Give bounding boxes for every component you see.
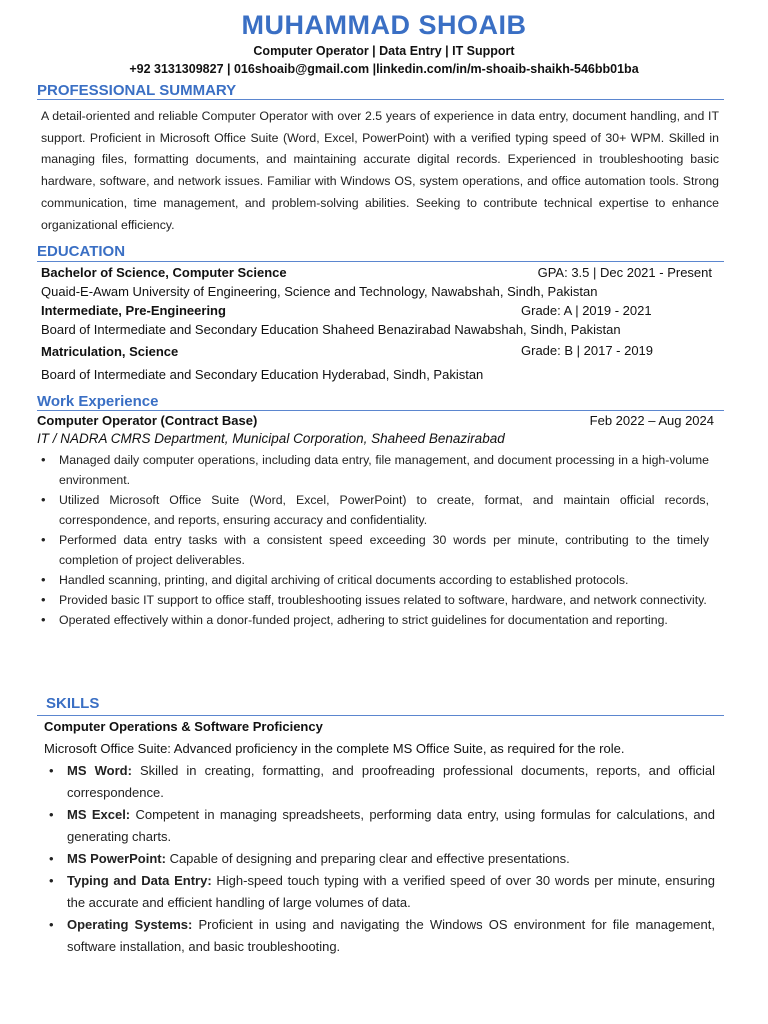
list-item: • Handled scanning, printing, and digital archiving of critical documents according to established protocols. bbox=[59, 570, 709, 590]
contact-line: +92 3131309827 | 016shoaib@gmail.com |linkedin.com/in/m-shoaib-shaikh-546bb01ba bbox=[129, 62, 639, 76]
list-item bbox=[67, 848, 715, 870]
education-meta: GPA: 3.5 | Dec 2021 - Present bbox=[537, 265, 712, 280]
skills-list bbox=[67, 760, 715, 958]
skill-description: High-speed touch typing with a verified speed of over 30 words per minute, ensuring the accurate and efficient handling of large volumes of data. bbox=[67, 873, 716, 910]
skill-description: Proficient in using and navigating the Windows OS environment for file management, software installation, and basic troubleshooting. bbox=[67, 917, 715, 954]
section-divider bbox=[37, 99, 724, 100]
summary-text: A detail-oriented and reliable Computer Operator with over 2.5 years of experience in data entry, document handling, and IT support. Proficient in Microsoft Office Suite (Word, Excel, PowerPoint) with a verified typing speed of 30+ WPM. Skilled in managing files, formatting documents, and maintaining accurate digital records. Experienced in troubleshooting basic hardware, software, and network issues. Familiar with Windows OS, system operations, and office automation tools. Strong communication, time management, and problem-solving abilities. Seeking to contribute technical expertise to enhance organizational efficiency. bbox=[41, 109, 719, 232]
skill-label: MS PowerPoint: bbox=[67, 851, 166, 866]
section-title-work: Work Experience bbox=[37, 393, 159, 410]
list-item bbox=[67, 760, 715, 804]
list-item: • Provided basic IT support to office staff, troubleshooting issues related to software, hardware, and network connectivity. bbox=[59, 590, 709, 610]
section-divider bbox=[37, 715, 724, 716]
section-divider bbox=[37, 261, 724, 262]
education-degree: Bachelor of Science, Computer Science bbox=[41, 265, 287, 280]
list-item: • Utilized Microsoft Office Suite (Word, Excel, PowerPoint) to create, format, and maintain official records, correspondence, and reports, ensuring accuracy and confidentiality. bbox=[59, 490, 709, 530]
education-school: Board of Intermediate and Secondary Education Hyderabad, Sindh, Pakistan bbox=[41, 367, 484, 382]
section-title-skills: SKILLS bbox=[46, 695, 100, 712]
section-divider bbox=[37, 410, 724, 411]
job-organization: IT / NADRA CMRS Department, Municipal Corporation, Shaheed Benazirabad bbox=[37, 431, 505, 446]
education-school: Board of Intermediate and Secondary Education Shaheed Benazirabad Nawabshah, Sindh, Pakistan bbox=[41, 322, 621, 337]
skills-intro: Microsoft Office Suite: Advanced proficiency in the complete MS Office Suite, as required for the role. bbox=[44, 741, 625, 756]
list-item bbox=[67, 914, 715, 958]
list-item: • Managed daily computer operations, including data entry, file management, and document processing in a high-volume environment. bbox=[59, 450, 709, 490]
education-meta: Grade: A | 2019 - 2021 bbox=[521, 303, 652, 318]
list-item bbox=[67, 804, 715, 848]
skills-subheading: Computer Operations & Software Proficiency bbox=[44, 719, 323, 734]
skill-description: Capable of designing and preparing clear and effective presentations. bbox=[165, 851, 570, 866]
education-degree: Intermediate, Pre-Engineering bbox=[41, 303, 226, 318]
education-degree: Matriculation, Science bbox=[41, 344, 179, 359]
skill-label: Typing and Data Entry: bbox=[67, 873, 212, 888]
job-dates: Feb 2022 – Aug 2024 bbox=[589, 413, 714, 428]
skill-description: Skilled in creating, formatting, and proofreading professional documents, reports, and official correspondence. bbox=[67, 763, 716, 800]
skill-description: Competent in managing spreadsheets, performing data entry, using formulas for calculations, and generating charts. bbox=[67, 807, 716, 844]
education-meta: Grade: B | 2017 - 2019 bbox=[521, 343, 654, 358]
list-item: • Performed data entry tasks with a consistent speed exceeding 30 words per minute, contributing to the timely completion of project deliverables. bbox=[59, 530, 709, 570]
candidate-name: MUHAMMAD SHOAIB bbox=[241, 10, 527, 40]
section-title-summary: PROFESSIONAL SUMMARY bbox=[37, 82, 237, 99]
skill-label: MS Word: bbox=[67, 763, 132, 778]
education-school: Quaid-E-Awam University of Engineering, Science and Technology, Nawabshah, Sindh, Pakistan bbox=[41, 284, 598, 299]
job-titles: Computer Operator | Data Entry | IT Support bbox=[253, 44, 515, 58]
skill-label: Operating Systems: bbox=[67, 917, 193, 932]
list-item: • Operated effectively within a donor-funded project, adhering to strict guidelines for documentation and reporting. bbox=[59, 610, 709, 630]
section-title-education: EDUCATION bbox=[37, 243, 126, 260]
job-role: Computer Operator (Contract Base) bbox=[37, 413, 258, 428]
job-responsibilities bbox=[59, 450, 709, 630]
list-item bbox=[67, 870, 715, 914]
skill-label: MS Excel: bbox=[67, 807, 131, 822]
